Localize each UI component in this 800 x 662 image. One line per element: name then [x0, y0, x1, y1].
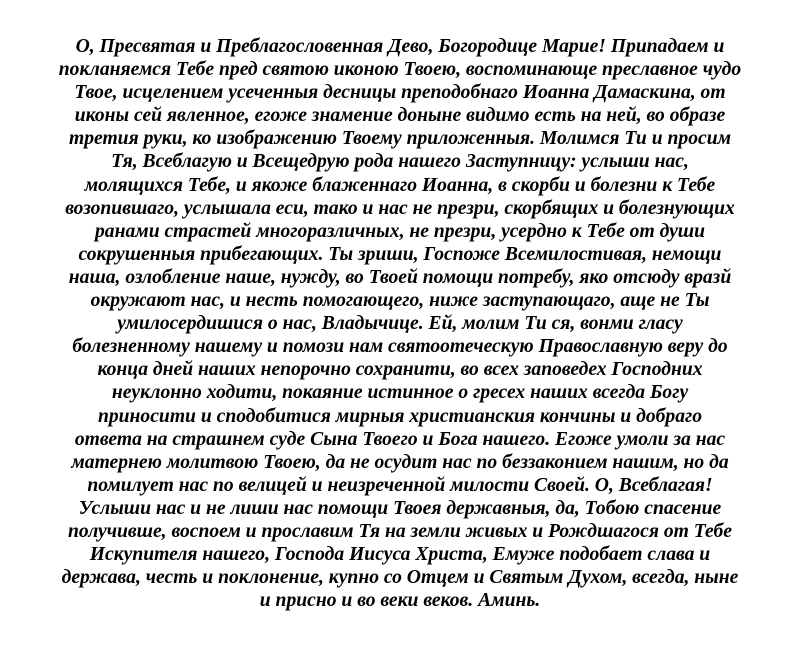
text-line: иконы сей явленное, егоже знамение доныне видимо есть на ней, во образе	[74, 105, 726, 127]
text-line: третия руки, ко изображению Твоему приложенныя. Молимся Ти и просим	[68, 128, 732, 150]
text-line: Услыши нас и не лиши нас помощи Твоея державныя, да, Тобою спасение	[78, 497, 722, 519]
text-line: О, Пресвятая и Преблагословенная Дево, Богородице Марие! Припадаем и	[75, 36, 725, 57]
text-line: наша, озлобление наше, нужду, во Твоей помощи потребу, яко отсюду вразй	[68, 266, 732, 288]
text-line: конца дней наших непорочно сохранити, во всех заповедех Господних	[97, 359, 703, 381]
text-line: и присно и во веки веков. Аминь.	[259, 590, 541, 612]
text-line: ранами страстей многоразличных, не презри, усердно к Тебе от души	[95, 220, 705, 242]
text-line: Твое, исцелением усеченныя десницы преподобнаго Иоанна Дамаскина, от	[74, 82, 726, 104]
text-line: болезненному нашему и помози нам святоотеческую Православную веру до	[72, 336, 728, 358]
text-line: возопившаго, услышала еси, тако и нас не презри, скорбящих и болезнующих	[65, 197, 735, 219]
prayer-text	[0, 35, 800, 612]
text-line: неуклонно ходити, покаяние истинное о гресех наших всегда Богу	[111, 382, 689, 404]
text-line: молящихся Тебе, и якоже блаженнаго Иоанна, в скорби и болезни к Тебе	[84, 174, 716, 196]
text-line: матернею молитвою Твоею, да не осудит нас по беззаконием нашим, но да	[71, 451, 729, 473]
text-line: ответа на страшнем суде Сына Твоего и Бога нашего. Егоже умоли за нас	[74, 428, 726, 450]
text-line: умилосердишися о нас, Владычице. Ей, молим Ти ся, вонми гласу	[117, 313, 683, 335]
text-line: Искупителя нашего, Господа Иисуса Христа, Емуже подобает слава и	[89, 544, 711, 566]
text-line: помилует нас по велицей и неизреченной милости Своей. О, Всеблагая!	[87, 474, 713, 496]
text-line: получивше, воспоем и прославим Тя на земли живых и Рождшагося от Тебе	[68, 520, 732, 542]
text-line: держава, честь и поклонение, купно со Отцем и Святым Духом, всегда, ныне	[61, 567, 739, 589]
text-line: окружают нас, и несть помогающего, ниже заступающаго, аще не Ты	[90, 290, 710, 312]
text-line: сокрушенныя прибегающих. Ты зриши, Госпоже Всемилостивая, немощи	[78, 243, 722, 265]
text-line: Тя, Всеблагую и Всещедрую рода нашего Заступницу: услыши нас,	[111, 151, 689, 173]
text-line: приносити и сподобитися мирныя христианския кончины и добраго	[97, 405, 703, 427]
text-line: покланяемся Тебе пред святою иконою Твоею, воспоминающе преславное чудо	[58, 59, 742, 81]
